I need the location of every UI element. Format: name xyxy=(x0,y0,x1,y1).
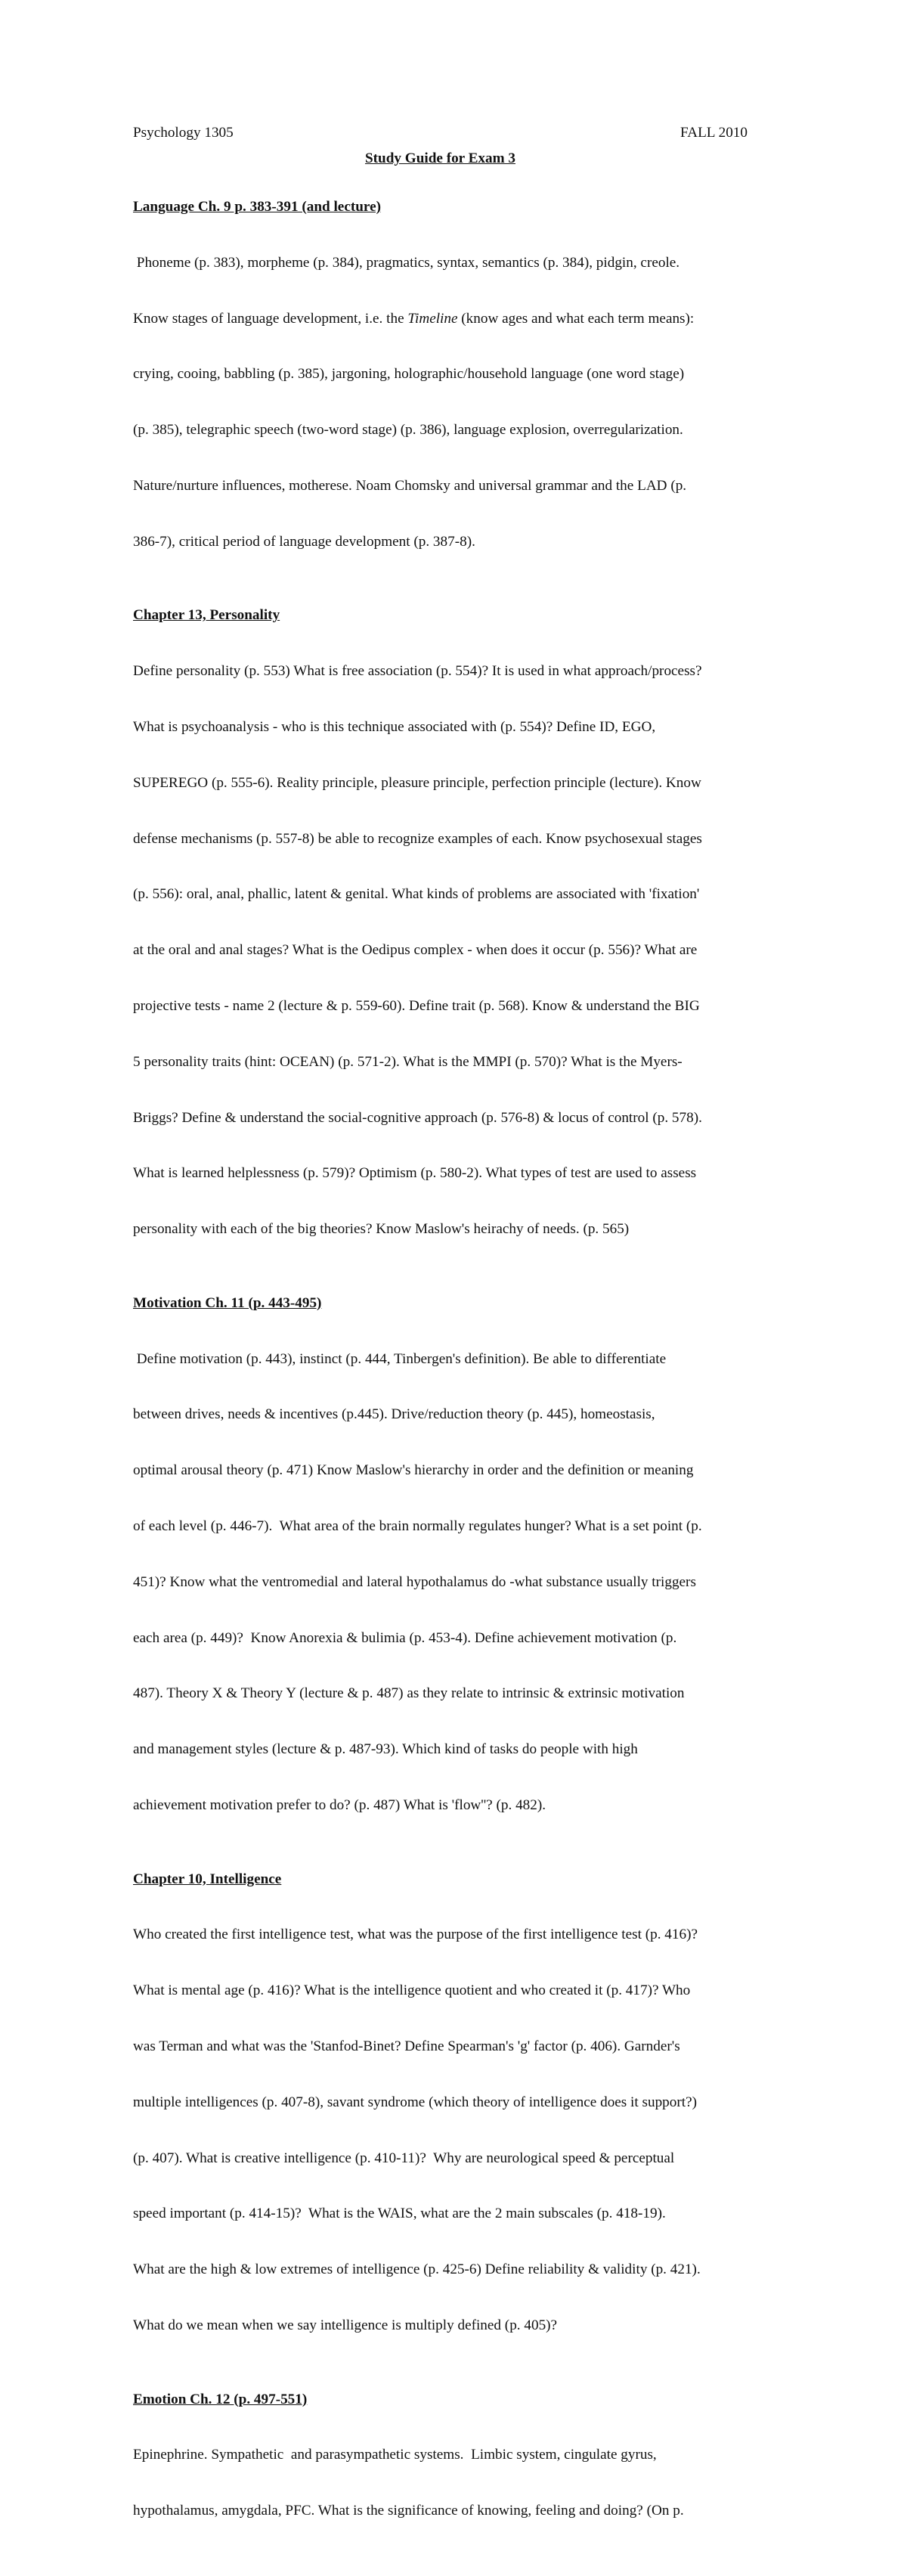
section-personality xyxy=(133,606,775,1276)
body-line: 451)? Know what the ventromedial and lateral hypothalamus do -what substance usually triggers xyxy=(133,1573,696,1590)
body-line: and management styles (lecture & p. 487-93). Which kind of tasks do people with high xyxy=(133,1741,638,1758)
section-heading: Emotion Ch. 12 (p. 497-551) xyxy=(133,2391,308,2407)
body-line: was Terman and what was the 'Stanfod-Binet? Define Spearman's 'g' factor (p. 406). Garnder's xyxy=(133,2038,680,2054)
document-header xyxy=(133,124,748,145)
section-motivation xyxy=(133,1294,775,1852)
section-body xyxy=(133,217,775,589)
body-line: Briggs? Define & understand the social-cognitive approach (p. 576-8) & locus of control (p. 578). xyxy=(133,1109,702,1126)
document-page xyxy=(133,124,775,2576)
body-line: each area (p. 449)? Know Anorexia & bulimia (p. 453-4). Define achievement motivation (p. xyxy=(133,1629,677,1646)
body-line: What is learned helplessness (p. 579)? Optimism (p. 580-2). What types of test are used to assess xyxy=(133,1165,697,1182)
body-line: 5 personality traits (hint: OCEAN) (p. 571-2). What is the MMPI (p. 570)? What is the Myers- xyxy=(133,1053,683,1070)
section-emotion xyxy=(133,2391,775,2558)
body-line: crying, cooing, babbling (p. 385), jargoning, holographic/household language (one word stage) xyxy=(133,366,685,383)
document-title: Study Guide for Exam 3 xyxy=(364,150,515,166)
body-line: Phoneme (p. 383), morpheme (p. 384), pragmatics, syntax, semantics (p. 384), pidgin, creole. xyxy=(133,254,680,271)
body-line: defense mechanisms (p. 557-8) be able to recognize examples of each. Know psychosexual stages xyxy=(133,830,702,847)
body-line: at the oral and anal stages? What is the Oedipus complex - when does it occur (p. 556)? What are xyxy=(133,942,698,959)
body-line: multiple intelligences (p. 407-8), savant syndrome (which theory of intelligence does it support?) xyxy=(133,2094,697,2110)
term-label: FALL 2010 xyxy=(679,125,748,141)
body-line: Who created the first intelligence test, what was the purpose of the first intelligence test (p. 416)? xyxy=(133,1927,698,1943)
body-line: What is psychoanalysis - who is this technique associated with (p. 554)? Define ID, EGO, xyxy=(133,719,656,736)
section-heading: Motivation Ch. 11 (p. 443-495) xyxy=(133,1294,322,1311)
body-line: hypothalamus, amygdala, PFC. What is the significance of knowing, feeling and doing? (On p. xyxy=(133,2503,684,2519)
body-line: speed important (p. 414-15)? What is the WAIS, what are the 2 main subscales (p. 418-19). xyxy=(133,2206,666,2222)
body-line: Nature/nurture influences, motherese. Noam Chomsky and universal grammar and the LAD (p. xyxy=(133,477,687,494)
body-line: between drives, needs & incentives (p.445). Drive/reduction theory (p. 445), homeostasis, xyxy=(133,1406,655,1423)
body-line: achievement motivation prefer to do? (p. 487) What is 'flow''? (p. 482). xyxy=(133,1796,546,1813)
section-intelligence xyxy=(133,1871,775,2373)
section-heading: Chapter 13, Personality xyxy=(133,607,280,624)
section-body xyxy=(133,1313,775,1852)
body-line: (p. 407). What is creative intelligence (p. 410-11)? Why are neurological speed & perceptual xyxy=(133,2150,675,2166)
section-body xyxy=(133,2409,775,2558)
body-line: optimal arousal theory (p. 471) Know Maslow's hierarchy in order and the definition or meaning xyxy=(133,1462,694,1479)
italic-term: Timeline xyxy=(407,310,458,327)
body-line: personality with each of the big theories? Know Maslow's heirachy of needs. (p. 565) xyxy=(133,1221,630,1238)
body-line: SUPEREGO (p. 555-6). Reality principle, pleasure principle, perfection principle (lecture). Know xyxy=(133,774,701,791)
body-line-part: Know stages of language development, i.e. the Timeline (know ages and what each term means): xyxy=(133,310,695,327)
body-line: Define personality (p. 553) What is free association (p. 554)? It is used in what approach/process? xyxy=(133,663,702,680)
body-line: What do we mean when we say intelligence is multiply defined (p. 405)? xyxy=(133,2317,558,2333)
body-line: (p. 556): oral, anal, phallic, latent & genital. What kinds of problems are associated with 'fixation' xyxy=(133,886,700,903)
body-line-with-italic xyxy=(133,310,775,329)
section-body xyxy=(133,625,775,1276)
section-language xyxy=(133,198,775,588)
body-line: projective tests - name 2 (lecture & p. 559-60). Define trait (p. 568). Know & understand the BIG xyxy=(133,997,700,1014)
body-line: What are the high & low extremes of intelligence (p. 425-6) Define reliability & validity (p. 421). xyxy=(133,2261,701,2278)
section-body xyxy=(133,1889,775,2372)
body-line: Define motivation (p. 443), instinct (p. 444, Tinbergen's definition). Be able to differentiate xyxy=(133,1350,667,1367)
section-heading: Language Ch. 9 p. 383-391 (and lecture) xyxy=(133,199,381,215)
body-line: Epinephrine. Sympathetic and parasympathetic systems. Limbic system, cingulate gyrus, xyxy=(133,2447,657,2463)
body-line: 487). Theory X & Theory Y (lecture & p. 487) as they relate to intrinsic & extrinsic motivation xyxy=(133,1685,685,1702)
section-heading: Chapter 10, Intelligence xyxy=(133,1871,282,1887)
body-line: 386-7), critical period of language development (p. 387-8). xyxy=(133,533,475,550)
course-name: Psychology 1305 xyxy=(133,125,234,141)
body-line: What is mental age (p. 416)? What is the intelligence quotient and who created it (p. 417)? Who xyxy=(133,1982,691,1999)
body-line: of each level (p. 446-7). What area of the brain normally regulates hunger? What is a set point (p. xyxy=(133,1517,702,1534)
body-line: (p. 385), telegraphic speech (two-word stage) (p. 386), language explosion, overregularization. xyxy=(133,422,683,439)
